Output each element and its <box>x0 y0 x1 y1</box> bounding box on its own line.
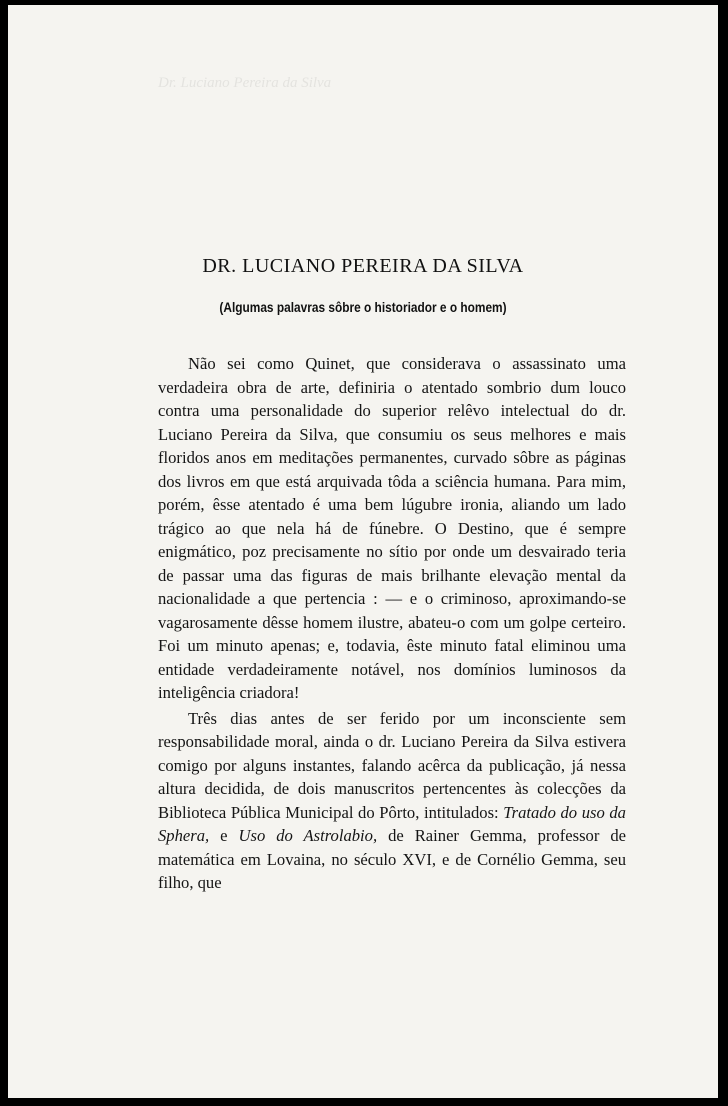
paragraph-1: Não sei como Quinet, que considerava o assassinato uma verdadeira obra de arte, definiria o atentado sombrio dum louco contra uma personalidade do superior relêvo intelectual do dr. Luciano Pereira da Silva, que consumiu os seus melhores e mais floridos anos em meditações permanentes, curvado sôbre as páginas dos livros em que está arquivada tôda a sciência humana. Para mim, porém, êsse atentado é uma bem lúgubre ironia, aliando um lado trágico ao que nela há de fúnebre. O Destino, que é sempre enigmático, poz precisamente no sítio por onde um desvairado teria de passar uma das figuras de mais brilhante elevação mental da nacionalidade a que pertencia : — e o criminoso, aproximando-se vagarosamente dêsse homem ilustre, abateu-o com um golpe certeiro. Foi um minuto apenas; e, todavia, êste minuto fatal eliminou uma entidade verdadeiramente notável, nos domínios luminosos da inteligência criadora! <box>158 354 626 702</box>
paragraph-2-text-b: e <box>209 826 239 845</box>
article-subtitle: (Algumas palavras sôbre o historiador e o homem) <box>219 300 507 315</box>
bleed-through-header: Dr. Luciano Pereira da Silva <box>158 75 332 91</box>
book-title-astrolabio: Uso do Astrolabio, <box>238 826 378 845</box>
paragraph-2 <box>158 707 626 895</box>
paragraph-2-text-a: Três dias antes de ser ferido por um inconsciente sem responsabilidade moral, ainda o dr. Luciano Pereira da Silva estivera comigo por alguns instantes, falando acêrca da publicação, já nessa altura decidida, de dois manuscritos pertencentes às colecções da Biblioteca Pública Municipal do Pôrto, intitulados: <box>158 708 626 822</box>
article-title: DR. LUCIANO PEREIRA DA SILVA <box>202 255 524 277</box>
book-title-sphera: Tratado do uso da Sphera, <box>158 802 626 845</box>
article-body <box>158 352 626 895</box>
document-page <box>8 5 718 1098</box>
paragraph-2-text-c: de Rainer Gemma, professor de matemática em Lovaina, no século XVI, e de Cornélio Gemma, seu filho, que <box>158 826 626 892</box>
